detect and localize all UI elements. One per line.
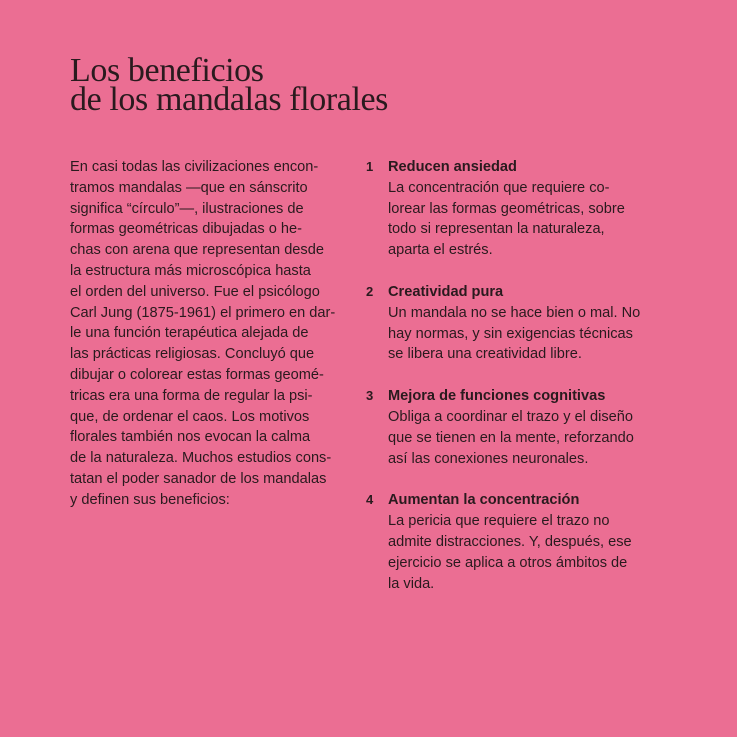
benefit-number: 1 [366, 159, 374, 174]
intro-line: que, de ordenar el caos. Los motivos [70, 408, 310, 425]
benefit-text-line: que se tienen en la mente, reforzando [388, 429, 634, 446]
benefit-text-line: así las conexiones neuronales. [388, 450, 589, 467]
intro-line: tramos mandalas —que en sánscrito [70, 179, 308, 196]
intro-line: chas con arena que representan desde [70, 242, 324, 259]
benefit-text-line: todo si representan la naturaleza, [388, 221, 605, 238]
benefit-number: 4 [366, 492, 374, 508]
intro-line: le una función terapéutica alejada de [70, 325, 309, 342]
benefit-text-line: ejercicio se aplica a otros ámbitos de [388, 554, 628, 571]
benefit-text-line: aparta el estrés. [388, 242, 493, 259]
intro-line: las prácticas religiosas. Concluyó que [70, 346, 315, 363]
benefit-item-reducen-ansiedad [366, 157, 676, 261]
benefit-text-line: admite distracciones. Y, después, ese [388, 533, 632, 550]
benefit-title: Reducen ansiedad [388, 159, 517, 175]
page-title [70, 52, 389, 118]
benefit-item-creatividad-pura [366, 282, 676, 365]
benefit-text-line: Un mandala no se hace bien o mal. No [388, 304, 641, 321]
benefit-text-line: La concentración que requiere co- [388, 179, 610, 196]
benefit-number: 2 [366, 283, 374, 299]
benefit-text-line: La pericia que requiere el trazo no [388, 513, 610, 530]
benefit-text-line: la vida. [388, 575, 435, 592]
benefit-number: 3 [366, 388, 374, 404]
title-line-2: de los mandalas florales [70, 81, 389, 118]
benefit-title: Aumentan la concentración [388, 492, 580, 509]
benefits-list [366, 157, 676, 615]
benefit-text-line: se libera una creatividad libre. [388, 346, 582, 363]
intro-line: de la naturaleza. Muchos estudios cons- [70, 450, 332, 467]
intro-line: En casi todas las civilizaciones encon- [70, 159, 319, 175]
intro-line: la estructura más microscópica hasta [70, 262, 311, 279]
benefit-text-line: Obliga a coordinar el trazo y el diseño [388, 408, 633, 425]
intro-line: florales también nos evocan la calma [70, 429, 311, 446]
intro-line: y definen sus beneficios: [70, 491, 230, 508]
benefit-text-line: hay normas, y sin exigencias técnicas [388, 325, 633, 342]
benefit-text [388, 303, 676, 365]
intro-line: tricas era una forma de regular la psi- [70, 387, 313, 404]
intro-paragraph [70, 157, 352, 511]
benefit-text-line: lorear las formas geométricas, sobre [388, 200, 625, 217]
intro-line: significa “círculo”—, ilustraciones de [70, 200, 304, 217]
benefit-title: Creatividad pura [388, 283, 504, 300]
intro-line: tatan el poder sanador de los mandalas [70, 470, 327, 487]
benefit-item-funciones-cognitivas [366, 386, 676, 469]
intro-line: dibujar o colorear estas formas geomé- [70, 366, 324, 383]
intro-line: formas geométricas dibujadas o he- [70, 221, 302, 238]
title-line-1: Los beneficios [70, 52, 264, 89]
intro-line: el orden del universo. Fue el psicólogo [70, 283, 320, 300]
intro-line: Carl Jung (1875-1961) el primero en dar- [70, 304, 336, 321]
benefit-title: Mejora de funciones cognitivas [388, 388, 606, 405]
benefit-text [388, 407, 676, 469]
benefit-text [388, 178, 676, 261]
benefit-item-concentracion [366, 490, 676, 594]
benefit-text [388, 511, 676, 594]
